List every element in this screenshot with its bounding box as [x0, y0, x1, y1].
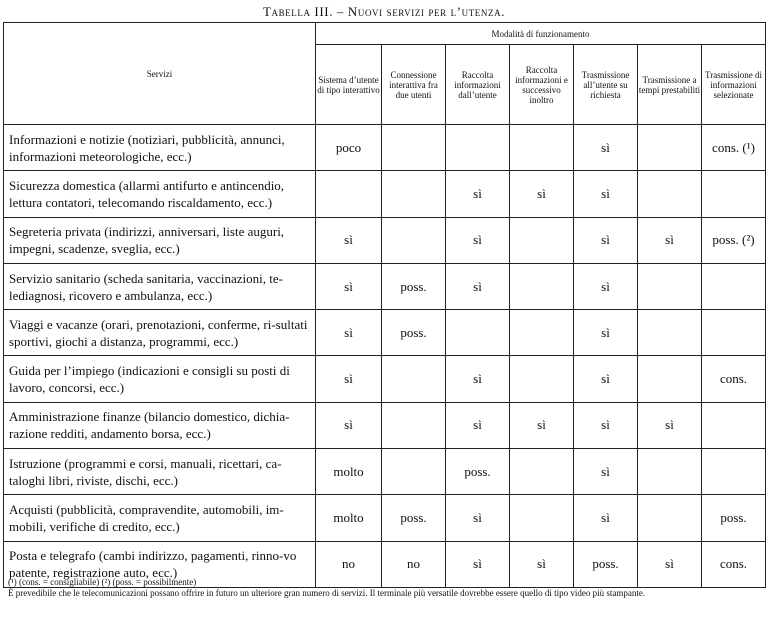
modalita-header: Modalità di funzionamento [316, 23, 766, 45]
value-cell [638, 356, 702, 402]
service-cell: Acquisti (pubblicità, compravendite, automobili, im-mobili, verifiche di credito, ecc.) [4, 495, 316, 541]
value-cell: sì [446, 356, 510, 402]
value-cell: no [316, 541, 382, 587]
value-cell [510, 310, 574, 356]
services-table [3, 22, 766, 588]
value-cell [702, 263, 766, 309]
value-cell: sì [316, 217, 382, 263]
value-cell: poss. [382, 263, 446, 309]
value-cell: sì [316, 263, 382, 309]
value-cell [446, 310, 510, 356]
value-cell: no [382, 541, 446, 587]
servizi-header: Servizi [4, 23, 316, 125]
value-cell: sì [446, 217, 510, 263]
column-header: Raccolta informazioni e successivo inoltro [510, 45, 574, 125]
value-cell: sì [574, 171, 638, 217]
value-cell: sì [316, 402, 382, 448]
value-cell [638, 495, 702, 541]
service-cell: Amministrazione finanze (bilancio domestico, dichia-razione redditi, andamento borsa, ecc.) [4, 402, 316, 448]
value-cell [510, 217, 574, 263]
value-cell [638, 263, 702, 309]
value-cell: sì [316, 356, 382, 402]
value-cell: sì [574, 402, 638, 448]
value-cell: poss. [382, 495, 446, 541]
value-cell: sì [446, 402, 510, 448]
column-header: Trasmissione a tempi prestabiliti [638, 45, 702, 125]
value-cell: sì [638, 402, 702, 448]
value-cell: sì [574, 449, 638, 495]
table-row [4, 356, 766, 402]
value-cell: sì [446, 171, 510, 217]
value-cell: sì [574, 217, 638, 263]
column-header: Sistema d’utente di tipo interattivo [316, 45, 382, 125]
value-cell: sì [574, 263, 638, 309]
value-cell: sì [638, 217, 702, 263]
table-row [4, 125, 766, 171]
service-cell: Segreteria privata (indirizzi, anniversari, liste auguri, impegni, scadenze, sveglia, ecc.) [4, 217, 316, 263]
value-cell: poss. [382, 310, 446, 356]
value-cell [638, 171, 702, 217]
footnote-legend: (¹) (cons. = consigliabile) (²) (poss. = possibilmente) [8, 577, 197, 587]
value-cell [702, 171, 766, 217]
footnote-note: È prevedibile che le telecomunicazioni possano offrire in futuro un ulteriore gran numero di servizi. Il terminale più versatile dovrebbe essere quello di tipo video più stampante. [8, 588, 646, 598]
value-cell: sì [574, 495, 638, 541]
column-header: Connessione interattiva fra due utenti [382, 45, 446, 125]
service-cell: Servizio sanitario (scheda sanitaria, vaccinazioni, te-lediagnosi, ricovero e ambulanza, ecc.) [4, 263, 316, 309]
value-cell: molto [316, 495, 382, 541]
value-cell: molto [316, 449, 382, 495]
value-cell: cons. [702, 541, 766, 587]
service-cell: Viaggi e vacanze (orari, prenotazioni, conferme, ri-sultati sportivi, giochi a distanza, programmi, ecc.) [4, 310, 316, 356]
value-cell: sì [574, 125, 638, 171]
column-header: Trasmissione all’utente su richiesta [574, 45, 638, 125]
column-header: Raccolta informazioni dall’utente [446, 45, 510, 125]
value-cell: sì [510, 402, 574, 448]
value-cell: sì [574, 310, 638, 356]
value-cell [382, 356, 446, 402]
value-cell [510, 356, 574, 402]
value-cell [510, 495, 574, 541]
value-cell [510, 449, 574, 495]
value-cell [510, 263, 574, 309]
service-cell: Informazioni e notizie (notiziari, pubblicità, annunci, informazioni meteorologiche, ecc.) [4, 125, 316, 171]
table-row [4, 310, 766, 356]
value-cell [510, 125, 574, 171]
value-cell: sì [638, 541, 702, 587]
service-cell: Istruzione (programmi e corsi, manuali, ricettari, ca-taloghi libri, riviste, dischi, ecc.) [4, 449, 316, 495]
value-cell [382, 171, 446, 217]
value-cell [702, 402, 766, 448]
table-row [4, 263, 766, 309]
table-row [4, 217, 766, 263]
value-cell: poss. [574, 541, 638, 587]
table-row [4, 495, 766, 541]
service-cell: Guida per l’impiego (indicazioni e consigli su posti di lavoro, concorsi, ecc.) [4, 356, 316, 402]
table-row [4, 171, 766, 217]
service-cell: Sicurezza domestica (allarmi antifurto e antincendio, lettura contatori, telecomando riscaldamento, ecc.) [4, 171, 316, 217]
value-cell: sì [446, 495, 510, 541]
value-cell: cons. (¹) [702, 125, 766, 171]
value-cell [638, 125, 702, 171]
value-cell [638, 310, 702, 356]
table-title: Tabella III. – Nuovi servizi per l’utenza. [262, 4, 506, 19]
value-cell: poss. [702, 495, 766, 541]
value-cell: sì [574, 356, 638, 402]
column-header: Trasmissione di informazioni selezionate [702, 45, 766, 125]
value-cell [382, 217, 446, 263]
value-cell: sì [510, 171, 574, 217]
value-cell: sì [446, 263, 510, 309]
value-cell: poco [316, 125, 382, 171]
value-cell [382, 402, 446, 448]
table-row [4, 449, 766, 495]
value-cell: cons. [702, 356, 766, 402]
value-cell [382, 449, 446, 495]
value-cell [316, 171, 382, 217]
value-cell [638, 449, 702, 495]
value-cell: sì [446, 541, 510, 587]
value-cell [702, 449, 766, 495]
table-row [4, 402, 766, 448]
service-cell: Posta e telegrafo (cambi indirizzo, pagamenti, rinno-vo patente, registrazione auto, ecc.) [4, 541, 316, 587]
value-cell: sì [510, 541, 574, 587]
value-cell [446, 125, 510, 171]
value-cell [382, 125, 446, 171]
value-cell: poss. [446, 449, 510, 495]
value-cell: poss. (²) [702, 217, 766, 263]
value-cell: sì [316, 310, 382, 356]
footnotes [8, 577, 760, 599]
value-cell [702, 310, 766, 356]
